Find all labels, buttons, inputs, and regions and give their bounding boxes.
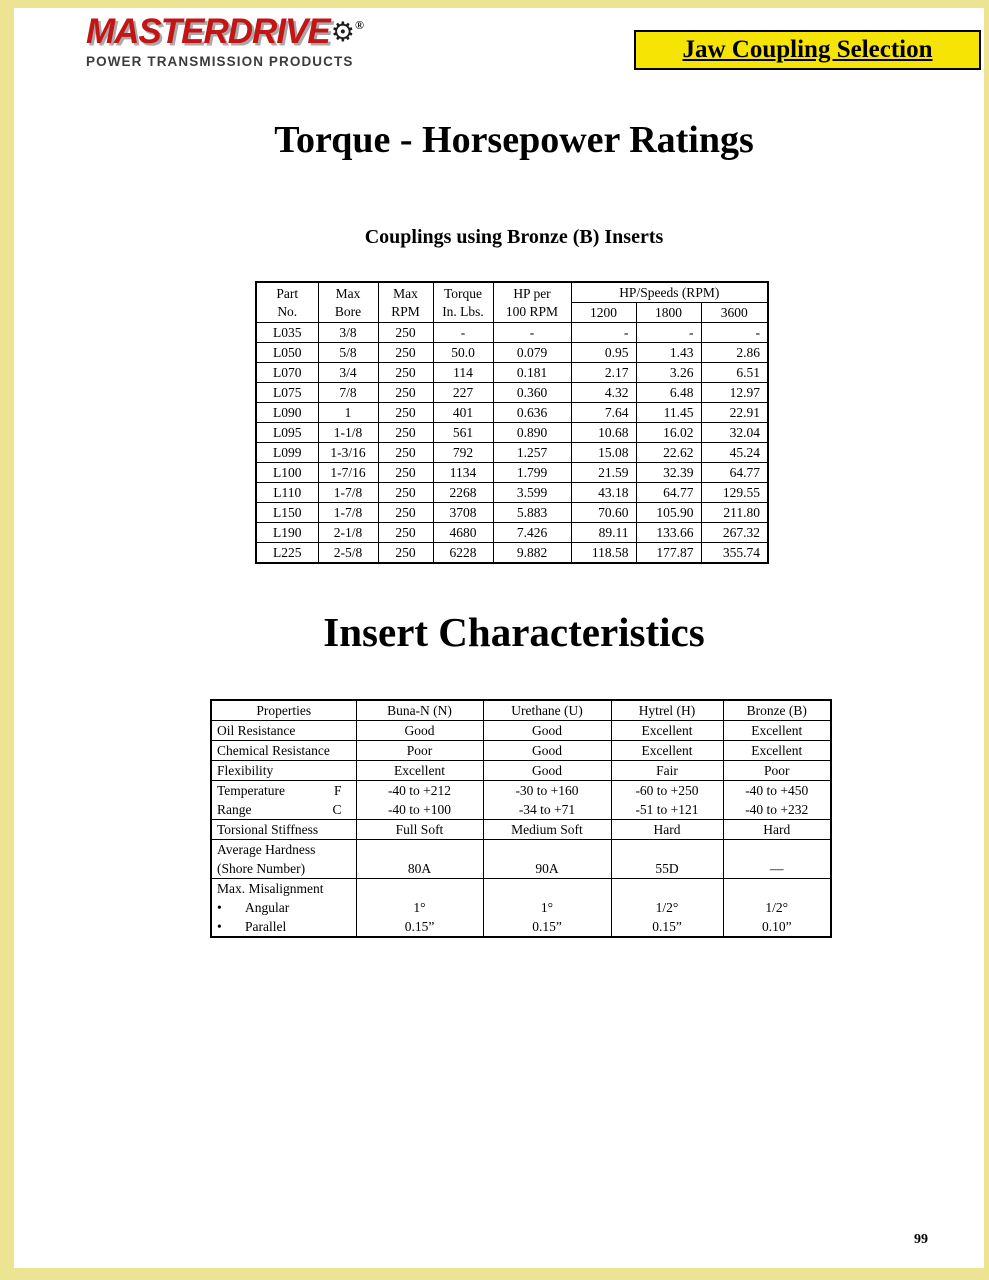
table-cell: 1.257 [493, 443, 571, 463]
header-line: Bore [334, 303, 362, 319]
column-header-hytrel: Hytrel (H) [611, 700, 723, 721]
column-header-bronze: Bronze (B) [723, 700, 831, 721]
table-cell: — [723, 840, 831, 879]
table-cell: 6.51 [701, 363, 768, 383]
table-cell: 250 [378, 343, 433, 363]
table-cell: 1-7/8 [318, 503, 378, 523]
table-cell: 2268 [433, 483, 493, 503]
property-label: Flexibility [211, 761, 356, 781]
table-cell: 0.890 [493, 423, 571, 443]
table-cell: - [571, 323, 636, 343]
table-cell [723, 781, 831, 820]
table-cell [611, 781, 723, 820]
table-cell: Good [483, 761, 611, 781]
column-header-hp-per-100rpm [493, 282, 571, 323]
table-cell: 64.77 [636, 483, 701, 503]
table-cell: 1134 [433, 463, 493, 483]
torque-horsepower-table [255, 281, 769, 564]
column-header-buna-n: Buna-N (N) [356, 700, 483, 721]
table-cell: Fair [611, 761, 723, 781]
table-cell: 15.08 [571, 443, 636, 463]
header-line: No. [277, 303, 298, 319]
value-line: -30 to +160 [515, 783, 579, 798]
header-line: Max [335, 285, 361, 301]
page-title: Torque - Horsepower Ratings [274, 119, 754, 161]
table-cell: Hard [611, 820, 723, 840]
table-cell: 3/8 [318, 323, 378, 343]
page [14, 8, 984, 1268]
logo [86, 12, 364, 69]
value-line: 1° [540, 900, 554, 915]
table-cell: 227 [433, 383, 493, 403]
property-line: Angular [245, 900, 290, 915]
property-label [211, 781, 356, 820]
table-cell: 1-3/16 [318, 443, 378, 463]
table-cell: L100 [256, 463, 318, 483]
table-cell: 32.39 [636, 463, 701, 483]
table-cell: 1.799 [493, 463, 571, 483]
table-cell: L075 [256, 383, 318, 403]
table-cell: 11.45 [636, 403, 701, 423]
table-cell: - [701, 323, 768, 343]
table-row-misalignment [211, 879, 831, 938]
table-cell: - [433, 323, 493, 343]
table-cell: 0.636 [493, 403, 571, 423]
column-header-part-no [256, 282, 318, 323]
table-cell: 3.26 [636, 363, 701, 383]
property-label: Oil Resistance [211, 721, 356, 741]
table-cell: 2-5/8 [318, 543, 378, 564]
table-cell: 0.181 [493, 363, 571, 383]
value-line: -51 to +121 [635, 802, 699, 817]
table-cell: 6228 [433, 543, 493, 564]
property-line: Max. Misalignment [217, 881, 324, 896]
table-cell: 250 [378, 523, 433, 543]
table-cell: 5.883 [493, 503, 571, 523]
table-cell: 0.360 [493, 383, 571, 403]
table-cell: - [493, 323, 571, 343]
section-banner [634, 30, 981, 70]
property-label [211, 840, 356, 879]
table-row [256, 343, 768, 363]
table-cell: 5/8 [318, 343, 378, 363]
table-cell: 250 [378, 483, 433, 503]
table-cell: Excellent [611, 721, 723, 741]
table-cell: 21.59 [571, 463, 636, 483]
property-line: Range [217, 802, 252, 817]
table-cell [356, 781, 483, 820]
table-cell: - [636, 323, 701, 343]
table-cell [611, 879, 723, 938]
table-cell: 1-7/16 [318, 463, 378, 483]
table-cell: 561 [433, 423, 493, 443]
table-row-hardness [211, 840, 831, 879]
table-cell: 1-7/8 [318, 483, 378, 503]
table-cell: 250 [378, 383, 433, 403]
table-cell: 250 [378, 443, 433, 463]
column-header-1800rpm: 1800 [636, 303, 701, 323]
table-cell: 50.0 [433, 343, 493, 363]
unit-label: C [332, 802, 342, 817]
table-cell: Full Soft [356, 820, 483, 840]
bullet-icon: • [217, 919, 222, 934]
table-cell: 7/8 [318, 383, 378, 403]
table-cell: 55D [611, 840, 723, 879]
table-cell: 16.02 [636, 423, 701, 443]
table-cell: L070 [256, 363, 318, 383]
column-group-header-hp-speeds: HP/Speeds (RPM) [571, 282, 768, 303]
column-header-1200rpm: 1200 [571, 303, 636, 323]
table-cell: 4.32 [571, 383, 636, 403]
gear-icon: ⚙ [330, 17, 355, 47]
table-cell: L190 [256, 523, 318, 543]
header-line: RPM [391, 303, 420, 319]
table-cell: 10.68 [571, 423, 636, 443]
table-cell: L035 [256, 323, 318, 343]
table-cell: 64.77 [701, 463, 768, 483]
table-cell: 2.17 [571, 363, 636, 383]
torque-table-body [256, 323, 768, 564]
banner-label: Jaw Coupling Selection [682, 36, 933, 63]
table-cell: 89.11 [571, 523, 636, 543]
table-row [211, 820, 831, 840]
brand-name: MASTERDRIVE [86, 12, 330, 51]
table-row [256, 463, 768, 483]
column-header-max-bore [318, 282, 378, 323]
registered-trademark-icon: ® [354, 18, 364, 32]
table-cell: 1.43 [636, 343, 701, 363]
table-cell: 267.32 [701, 523, 768, 543]
table-cell: 90A [483, 840, 611, 879]
table-cell: L150 [256, 503, 318, 523]
logo-tagline: POWER TRANSMISSION PRODUCTS [86, 54, 354, 69]
value-line: 0.15” [532, 919, 562, 934]
table-cell: 177.87 [636, 543, 701, 564]
table-row [256, 323, 768, 343]
table-cell: Good [483, 721, 611, 741]
table-cell: 32.04 [701, 423, 768, 443]
header-line: In. Lbs. [442, 303, 484, 319]
table-cell: 250 [378, 463, 433, 483]
value-line: -40 to +100 [387, 802, 452, 817]
table-cell: 250 [378, 363, 433, 383]
page-number: 99 [914, 1232, 928, 1247]
value-line: 1° [413, 900, 426, 915]
table-cell: L090 [256, 403, 318, 423]
table-cell: 3/4 [318, 363, 378, 383]
header-line: HP per [513, 285, 551, 301]
value-line: -60 to +250 [635, 783, 699, 798]
table-cell: 401 [433, 403, 493, 423]
table-row [256, 363, 768, 383]
value-line: 0.10” [761, 919, 792, 934]
column-header-torque [433, 282, 493, 323]
table-cell [723, 879, 831, 938]
table-cell: 70.60 [571, 503, 636, 523]
table-cell: 250 [378, 423, 433, 443]
torque-table-caption: Couplings using Bronze (B) Inserts [364, 226, 664, 248]
value-line: -40 to +450 [745, 783, 809, 798]
header-line: 100 RPM [505, 303, 559, 319]
table-cell: L050 [256, 343, 318, 363]
table-cell: 4680 [433, 523, 493, 543]
table-cell: 3708 [433, 503, 493, 523]
value-line: -34 to +71 [518, 802, 576, 817]
column-header-max-rpm [378, 282, 433, 323]
column-header-properties: Properties [211, 700, 356, 721]
table-row [256, 543, 768, 564]
table-cell: Poor [723, 761, 831, 781]
property-line: Parallel [245, 919, 287, 934]
table-cell: Good [356, 721, 483, 741]
table-cell: 250 [378, 323, 433, 343]
property-line: Average Hardness [217, 842, 316, 857]
column-header-3600rpm: 3600 [701, 303, 768, 323]
table-cell: Good [483, 741, 611, 761]
table-cell: Hard [723, 820, 831, 840]
table-cell: 118.58 [571, 543, 636, 564]
table-cell: 0.95 [571, 343, 636, 363]
table-cell: 250 [378, 543, 433, 564]
table-cell: 114 [433, 363, 493, 383]
table-header-row [211, 700, 831, 721]
table-cell [483, 781, 611, 820]
table-cell: Excellent [723, 741, 831, 761]
table-cell: 792 [433, 443, 493, 463]
value-line: -40 to +212 [387, 783, 452, 798]
table-cell: 105.90 [636, 503, 701, 523]
table-cell: 3.599 [493, 483, 571, 503]
table-row [256, 383, 768, 403]
property-line: (Shore Number) [217, 861, 306, 876]
table-cell: 9.882 [493, 543, 571, 564]
property-label [211, 879, 356, 938]
table-cell: 45.24 [701, 443, 768, 463]
bullet-icon: • [217, 900, 222, 915]
table-cell: L225 [256, 543, 318, 564]
unit-label: F [333, 783, 342, 798]
table-row [256, 523, 768, 543]
table-cell: Medium Soft [483, 820, 611, 840]
table-cell: L110 [256, 483, 318, 503]
table-cell: Excellent [356, 761, 483, 781]
value-line: 0.15” [404, 919, 435, 934]
table-row [211, 741, 831, 761]
column-header-urethane: Urethane (U) [483, 700, 611, 721]
table-row [256, 423, 768, 443]
table-cell: Excellent [611, 741, 723, 761]
table-cell: 22.91 [701, 403, 768, 423]
table-cell [483, 879, 611, 938]
header-line: Part [276, 285, 299, 301]
table-cell: 129.55 [701, 483, 768, 503]
value-line: 0.15” [652, 919, 682, 934]
table-row-temperature [211, 781, 831, 820]
value-line: 1/2° [655, 900, 679, 915]
table-cell: 2.86 [701, 343, 768, 363]
table-row [256, 443, 768, 463]
table-cell: 22.62 [636, 443, 701, 463]
table-row [256, 403, 768, 423]
table-cell: 1 [318, 403, 378, 423]
table-cell: 1-1/8 [318, 423, 378, 443]
table-cell: Poor [356, 741, 483, 761]
table-cell: L095 [256, 423, 318, 443]
insert-characteristics-table [210, 699, 832, 938]
table-cell: L099 [256, 443, 318, 463]
table-row [256, 503, 768, 523]
table-cell: 211.80 [701, 503, 768, 523]
table-cell: 2-1/8 [318, 523, 378, 543]
table-cell: 250 [378, 403, 433, 423]
property-label: Chemical Resistance [211, 741, 356, 761]
header-line: Max [393, 285, 418, 301]
section-title: Insert Characteristics [323, 609, 705, 655]
table-cell: 133.66 [636, 523, 701, 543]
table-cell: 6.48 [636, 383, 701, 403]
header-line: Torque [443, 285, 483, 301]
table-row [211, 761, 831, 781]
table-cell: 12.97 [701, 383, 768, 403]
table-cell: 7.426 [493, 523, 571, 543]
table-cell: 250 [378, 503, 433, 523]
table-cell: 80A [356, 840, 483, 879]
table-header-row [256, 282, 768, 303]
table-cell: 43.18 [571, 483, 636, 503]
value-line: 1/2° [765, 900, 789, 915]
property-label: Torsional Stiffness [211, 820, 356, 840]
table-cell: 7.64 [571, 403, 636, 423]
property-line: Temperature [217, 783, 286, 798]
table-cell: 0.079 [493, 343, 571, 363]
value-line: -40 to +232 [745, 802, 809, 817]
table-cell: 355.74 [701, 543, 768, 564]
table-row [256, 483, 768, 503]
table-cell [356, 879, 483, 938]
table-row [211, 721, 831, 741]
table-cell: Excellent [723, 721, 831, 741]
